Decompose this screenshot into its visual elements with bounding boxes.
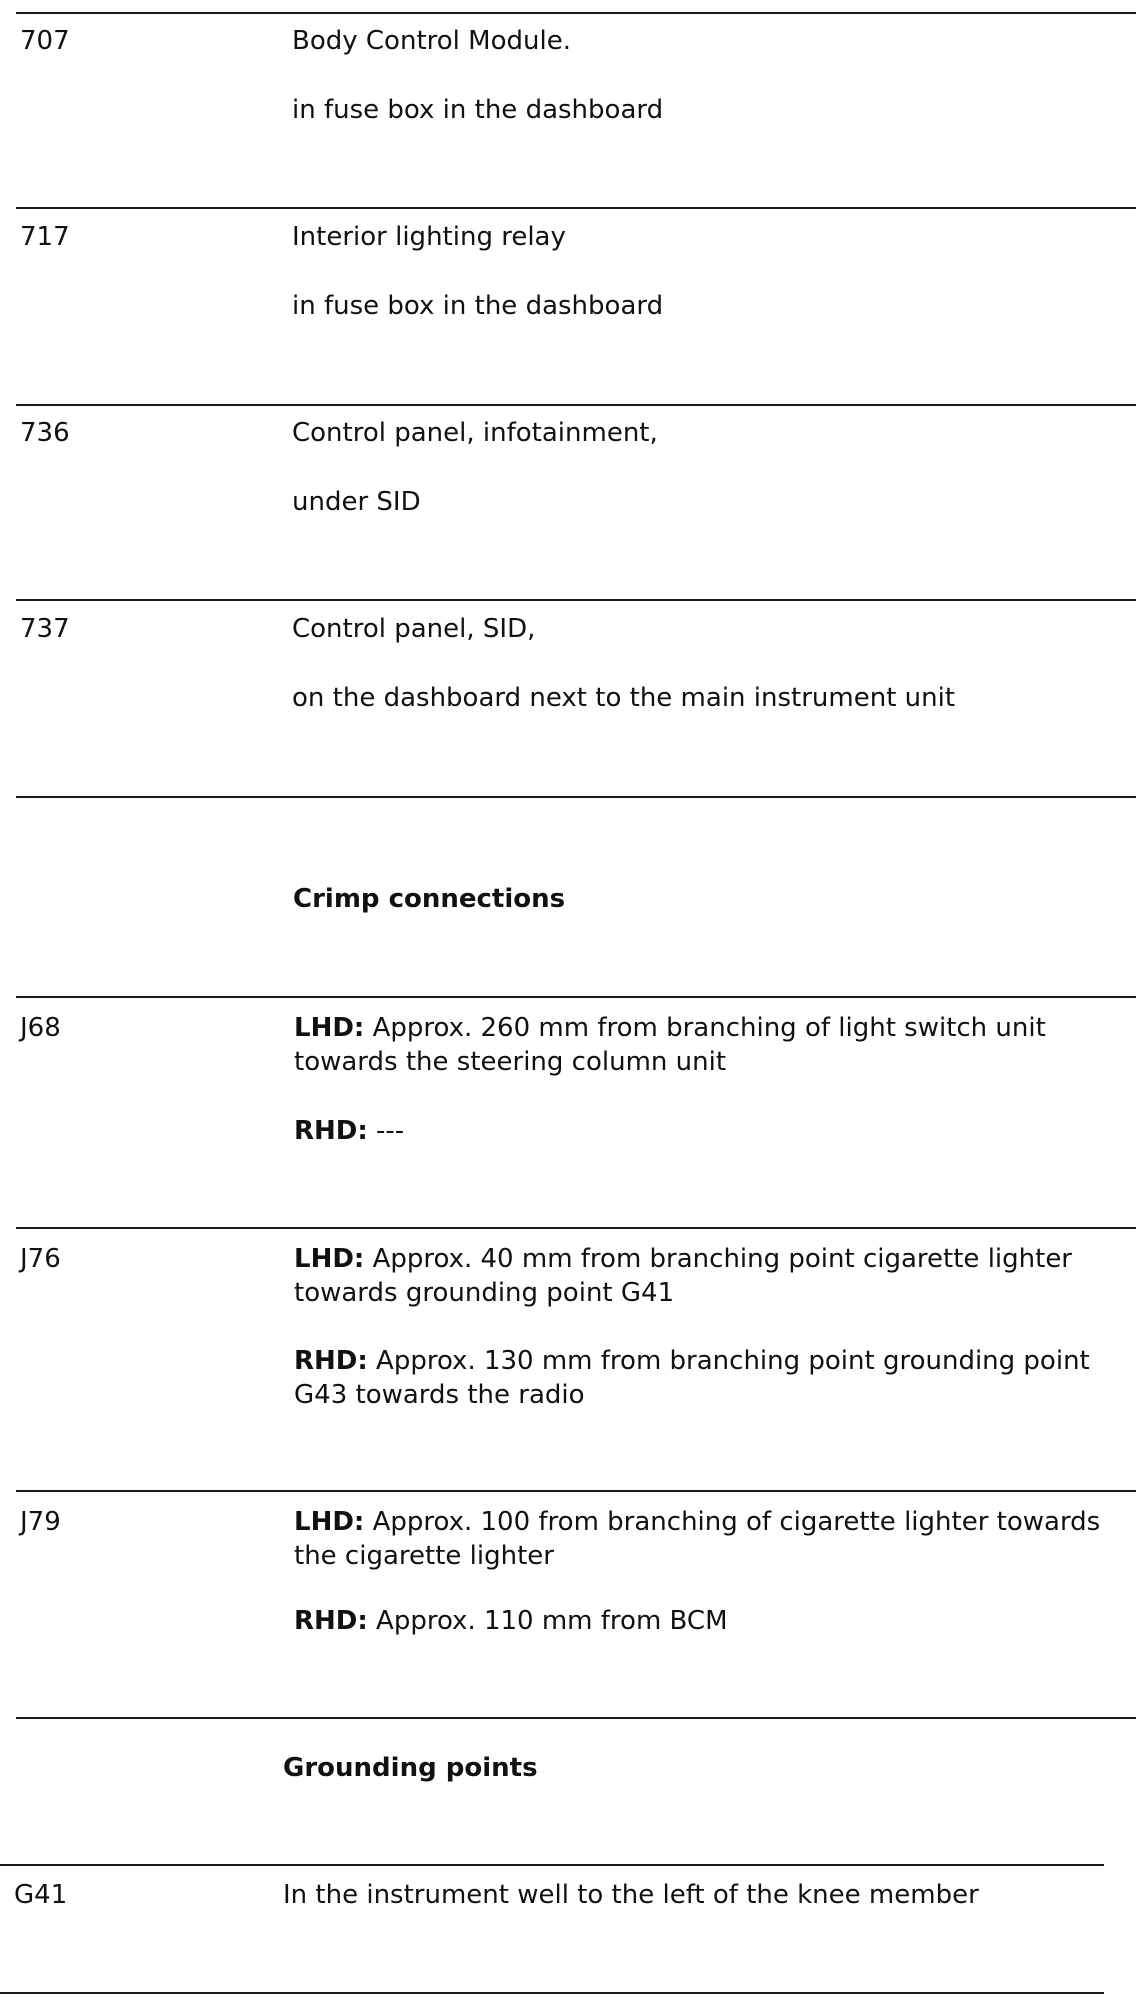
row-divider: [16, 404, 1136, 406]
row-divider: [0, 1864, 1104, 1866]
rhd-label: RHD:: [294, 1606, 368, 1636]
row-location: In the instrument well to the left of the knee member: [283, 1880, 979, 1910]
row-code: 736: [20, 418, 70, 448]
row-description: Interior lighting relay: [292, 222, 566, 252]
row-divider: [16, 207, 1136, 209]
lhd-text: Approx. 40 mm from branching point cigarette lighter towards grounding point G41: [294, 1244, 1073, 1308]
row-divider: [16, 12, 1136, 14]
row-location: in fuse box in the dashboard: [292, 95, 664, 125]
row-code: 737: [20, 614, 70, 644]
lhd-entry: [294, 1242, 1134, 1310]
lhd-text: Approx. 260 mm from branching of light switch unit towards the steering column unit: [294, 1013, 1046, 1077]
lhd-entry: [294, 1505, 1134, 1573]
row-location: on the dashboard next to the main instrument unit: [292, 683, 956, 713]
row-description: Control panel, infotainment,: [292, 418, 658, 448]
lhd-label: LHD:: [294, 1013, 365, 1043]
rhd-label: RHD:: [294, 1116, 368, 1146]
lhd-label: LHD:: [294, 1244, 365, 1274]
row-code: J79: [20, 1507, 61, 1537]
rhd-text: Approx. 110 mm from BCM: [376, 1606, 728, 1636]
row-location: under SID: [292, 487, 421, 517]
section-heading-crimp: Crimp connections: [293, 884, 566, 914]
rhd-text: Approx. 130 mm from branching point grounding point G43 towards the radio: [294, 1346, 1090, 1410]
lhd-entry: [294, 1011, 1134, 1079]
row-code: J76: [20, 1244, 61, 1274]
row-code: 707: [20, 26, 70, 56]
row-divider: [16, 1227, 1136, 1229]
section-heading-grounding: Grounding points: [283, 1753, 538, 1783]
row-code: J68: [20, 1013, 61, 1043]
rhd-label: RHD:: [294, 1346, 368, 1376]
row-divider: [16, 1717, 1136, 1719]
row-divider: [16, 1490, 1136, 1492]
rhd-entry: [294, 1344, 1134, 1412]
row-code: 717: [20, 222, 70, 252]
rhd-entry: [294, 1604, 1134, 1638]
row-divider: [16, 996, 1136, 998]
lhd-text: Approx. 100 from branching of cigarette lighter towards the cigarette lighter: [294, 1507, 1101, 1571]
row-divider: [16, 796, 1136, 798]
row-description: Control panel, SID,: [292, 614, 536, 644]
rhd-text: ---: [376, 1116, 405, 1146]
rhd-entry: [294, 1114, 1134, 1148]
lhd-label: LHD:: [294, 1507, 365, 1537]
row-description: Body Control Module.: [292, 26, 571, 56]
row-divider: [16, 599, 1136, 601]
row-location: in fuse box in the dashboard: [292, 291, 664, 321]
row-code: G41: [14, 1880, 68, 1910]
